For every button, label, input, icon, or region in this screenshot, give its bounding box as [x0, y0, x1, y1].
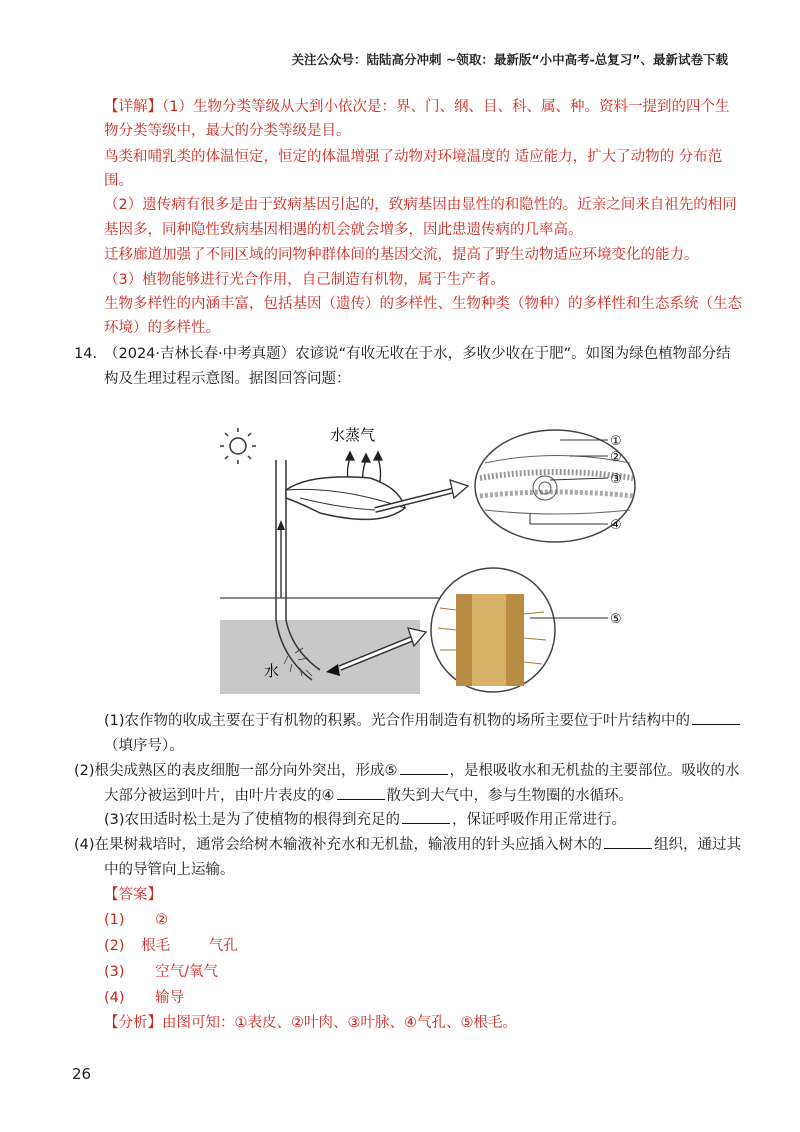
answer-row-3-num: (3) — [104, 964, 125, 980]
answer-row-3-text: 空气/氧气 — [155, 964, 219, 980]
subquestion-4a — [74, 835, 741, 855]
subquestion-4a-pre: (4)在果树栽培时，通常会给树木输液补充水和无机盐，输液用的针头应插入树木的 — [74, 837, 603, 853]
explain-line-5: （2）遗传病有很多是由于致病基因引起的，致病基因由显性的和隐性的。近亲之间来自祖先的相同 — [104, 197, 737, 213]
page-number: 26 — [72, 1065, 92, 1083]
subquestion-2a-pre: (2)根尖成熟区的表皮细胞一部分向外突出，形成⑤ — [74, 763, 398, 779]
subquestion-4a-post: 组织，通过其 — [654, 837, 742, 853]
question-number: 14. — [74, 346, 98, 362]
answer-row-1-text: ② — [155, 912, 169, 928]
answer-blank-2a[interactable] — [400, 762, 448, 775]
subquestion-2b-pre: 大部分被运到叶片，由叶片表皮的④ — [104, 788, 335, 804]
explain-line-2: 物分类等级中，最大的分类等级是目。 — [104, 123, 351, 139]
answer-row-2-text: 根毛 — [141, 938, 171, 954]
plant-structure-figure — [200, 418, 640, 698]
answer-blank-3[interactable] — [402, 811, 450, 824]
water-label: 水 — [264, 662, 280, 680]
answer-row-2-text2: 气孔 — [208, 938, 238, 954]
subquestion-2a — [74, 761, 740, 781]
answer-row-2-num: (2) — [104, 938, 125, 954]
explain-line-8: （3）植物能够进行光合作用，自己制造有机物，属于生产者。 — [104, 272, 505, 288]
answer-analysis: 【分析】由图可知：①表皮、②叶肉、③叶脉、④气孔、⑤根毛。 — [104, 1015, 517, 1031]
answer-row-4 — [104, 988, 184, 1008]
question-stem-1: （2024·吉林长春·中考真题）农谚说“有收无收在于水，多收少收在于肥”。如图为绿色植物部分结 — [104, 346, 731, 362]
figure-label-4: ④ — [610, 518, 622, 533]
subquestion-3-post: ，保证呼吸作用正常进行。 — [452, 812, 627, 828]
subquestion-2a-post: ，是根吸收水和无机盐的主要部位。吸收的水 — [449, 763, 740, 779]
figure-label-1: ① — [610, 434, 622, 449]
figure-label-3: ③ — [610, 472, 622, 487]
figure-label-5: ⑤ — [610, 612, 622, 627]
explain-line-9: 生物多样性的内涵丰富，包括基因（遗传）的多样性、生物种类（物种）的多样性和生态系统（生态 — [104, 296, 742, 312]
explain-line-10: 环境）的多样性。 — [104, 320, 220, 336]
answer-row-4-text: 输导 — [155, 990, 185, 1006]
subquestion-1a — [104, 711, 742, 731]
subquestion-3-pre: (3)农田适时松土是为了使植物的根得到充足的 — [104, 812, 401, 828]
subquestion-3 — [104, 810, 626, 830]
answer-blank-4[interactable] — [604, 836, 652, 849]
subquestion-4b: 中的导管向上运输。 — [104, 862, 235, 878]
subquestion-2b — [104, 786, 633, 806]
answer-row-1-num: (1) — [104, 912, 125, 928]
figure-label-2: ② — [610, 450, 622, 465]
explain-line-7: 迁移廊道加强了不同区域的同物种群体间的基因交流，提高了野生动物适应环境变化的能力。 — [104, 247, 699, 263]
answer-row-2 — [104, 936, 238, 956]
explain-line-6: 基因多，同种隐性致病基因相遇的机会就会增多，因此患遗传病的几率高。 — [104, 222, 583, 238]
explain-line-4: 围。 — [104, 173, 133, 189]
explain-line-1: 【详解】（1）生物分类等级从大到小依次是：界、门、纲、目、科、属、种。资料一提到的四个生 — [104, 99, 730, 115]
subquestion-1a-text: (1)农作物的收成主要在于有机物的积累。光合作用制造有机物的场所主要位于叶片结构中的 — [104, 713, 691, 729]
explain-line-3: 鸟类和哺乳类的体温恒定，恒定的体温增强了动物对环境温度的 适应能力，扩大了动物的 分布范 — [104, 149, 723, 165]
answer-row-1 — [104, 910, 168, 930]
answer-title: 【答案】 — [104, 887, 162, 903]
answer-row-4-num: (4) — [104, 990, 125, 1006]
answer-row-3 — [104, 962, 218, 982]
subquestion-1b: （填序号）。 — [104, 738, 184, 754]
answer-blank-1[interactable] — [692, 712, 740, 725]
page-header: 关注公众号：陆陆高分冲刺 ~领取：最新版“小中高考-总复习”、最新试卷下载 — [291, 52, 728, 67]
vapor-label: 水蒸气 — [330, 426, 376, 444]
answer-blank-2b[interactable] — [337, 787, 385, 800]
subquestion-2b-post: 散失到大气中，参与生物圈的水循环。 — [386, 788, 633, 804]
question-stem-2: 构及生理过程示意图。据图回答问题： — [104, 371, 351, 387]
sun-icon — [220, 428, 256, 464]
root-hair-section-icon — [431, 568, 555, 692]
